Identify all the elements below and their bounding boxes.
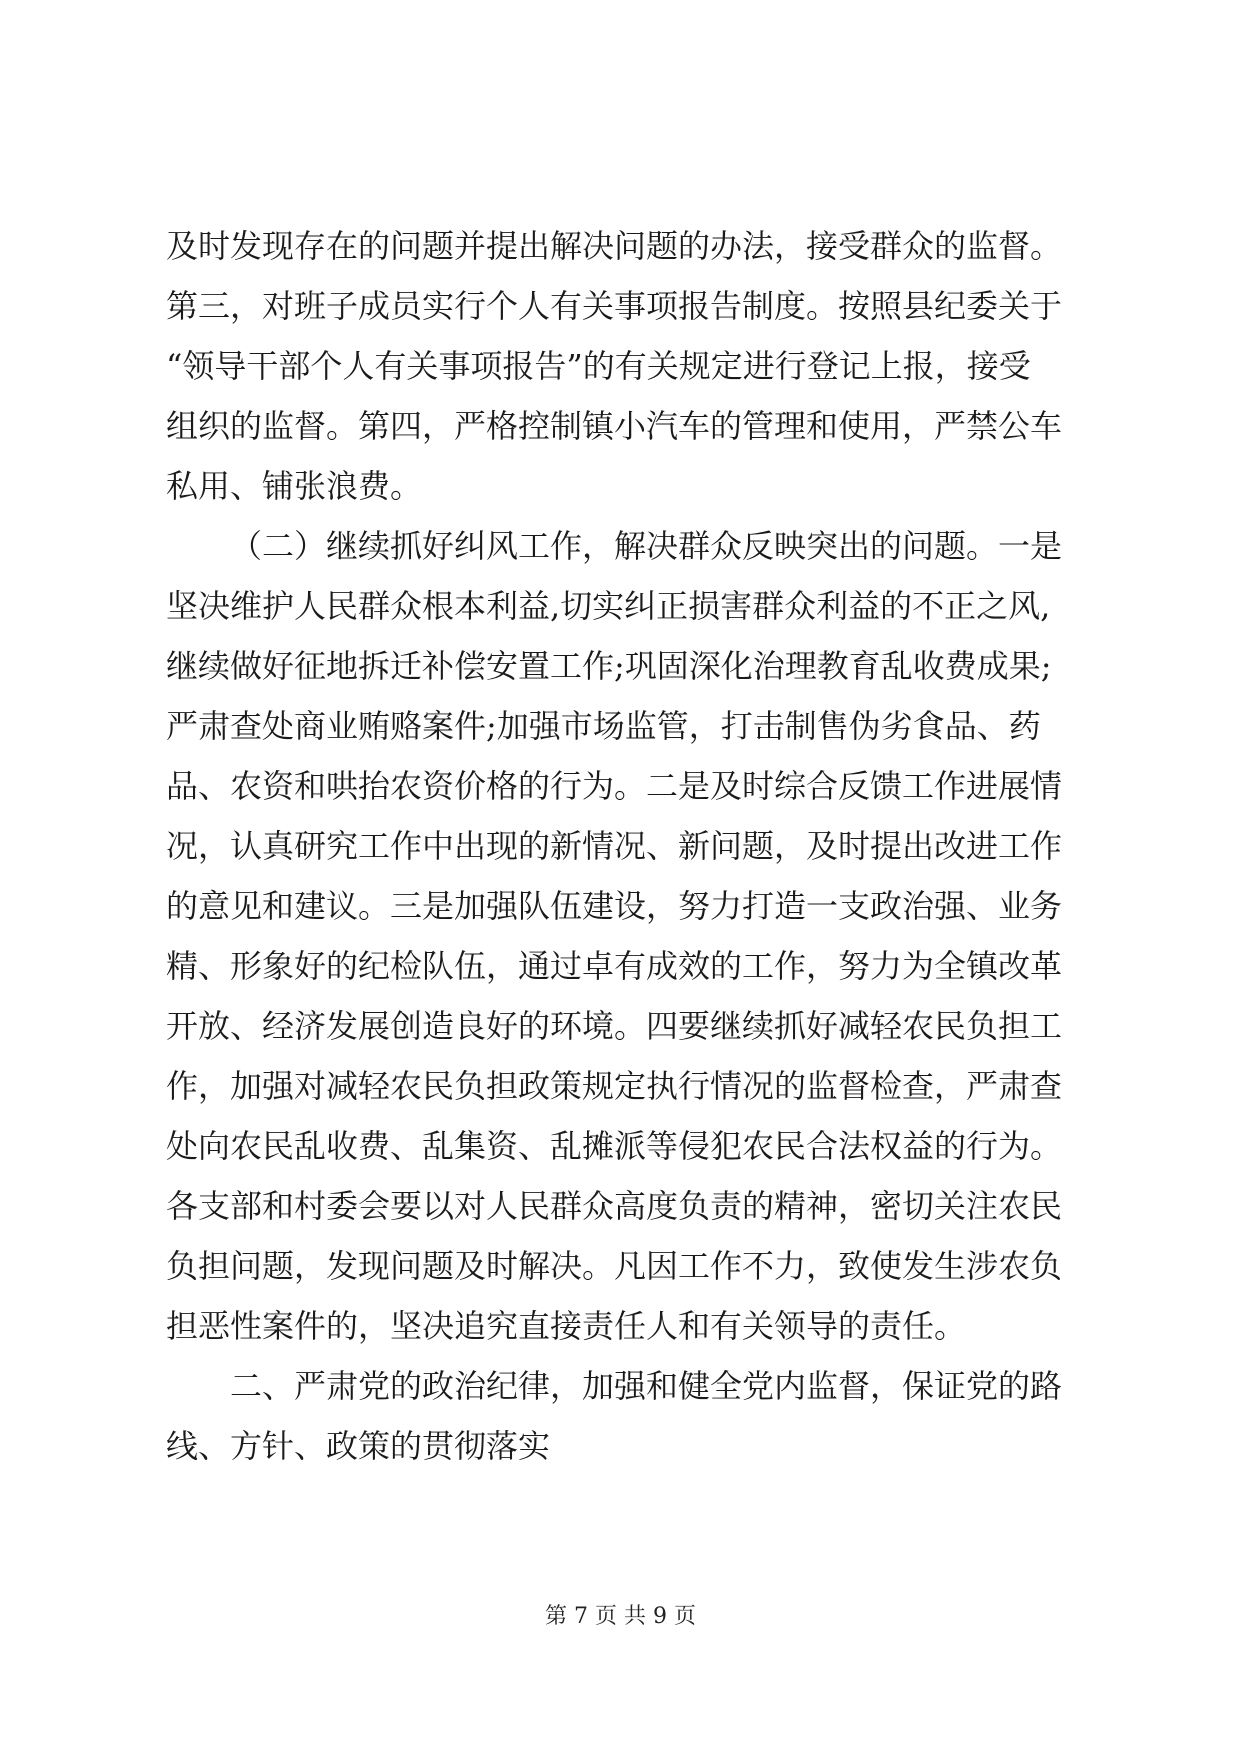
text-line: 精、形象好的纪检队伍，通过卓有成效的工作，努力为全镇改革 [166,947,1063,985]
section-heading-line: 线、方针、政策的贯彻落实 [166,1427,551,1465]
text-line: 第三，对班子成员实行个人有关事项报告制度。按照县纪委关于 [166,287,1063,325]
text-line: 的意见和建议。三是加强队伍建设，努力打造一支政治强、业务 [166,887,1063,925]
text-line: 担恶性案件的，坚决追究直接责任人和有关领导的责任。 [166,1307,967,1345]
text-line: 组织的监督。第四，严格控制镇小汽车的管理和使用，严禁公车 [166,407,1063,445]
text-line: 负担问题，发现问题及时解决。凡因工作不力，致使发生涉农负 [166,1247,1063,1285]
text-line: 继续做好征地拆迁补偿安置工作;巩固深化治理教育乱收费成果; [166,647,1052,685]
text-line: 况，认真研究工作中出现的新情况、新问题，及时提出改进工作 [166,827,1063,865]
text-line: 品、农资和哄抬农资价格的行为。二是及时综合反馈工作进展情 [166,767,1063,805]
text-line: 各支部和村委会要以对人民群众高度负责的精神，密切关注农民 [166,1187,1063,1225]
text-line: 坚决维护人民群众根本利益,切实纠正损害群众利益的不正之风, [166,587,1051,625]
text-line: 作，加强对减轻农民负担政策规定执行情况的监督检查，严肃查 [166,1067,1063,1105]
text-line: 严肃查处商业贿赂案件;加强市场监管，打击制售伪劣食品、药 [166,707,1041,745]
paragraph-heading-line: （二）继续抓好纠风工作，解决群众反映突出的问题。一是 [230,527,1063,565]
text-line: 开放、经济发展创造良好的环境。四要继续抓好减轻农民负担工 [166,1007,1063,1045]
section-heading-line: 二、严肃党的政治纪律，加强和健全党内监督，保证党的路 [230,1367,1063,1405]
text-line: 处向农民乱收费、乱集资、乱摊派等侵犯农民合法权益的行为。 [166,1127,1063,1165]
text-line: 私用、铺张浪费。 [166,467,423,505]
text-line: 及时发现存在的问题并提出解决问题的办法，接受群众的监督。 [166,227,1063,265]
text-line: “领导干部个人有关事项报告”的有关规定进行登记上报，接受 [166,347,1031,385]
page-number-footer: 第 7 页 共 9 页 [545,1604,696,1629]
